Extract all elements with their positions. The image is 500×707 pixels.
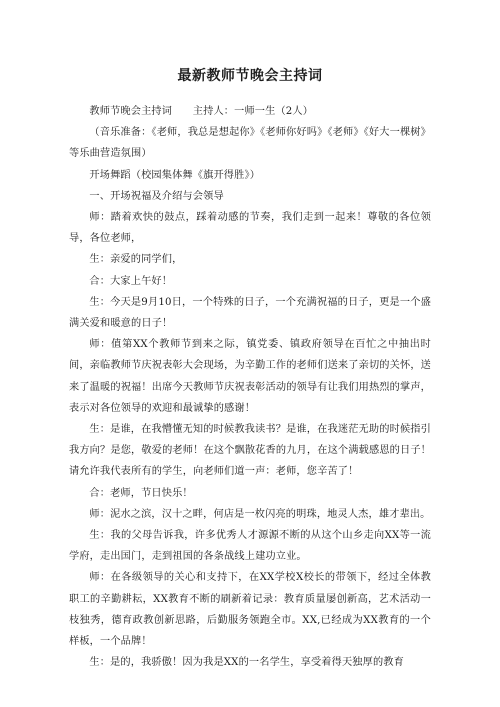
document-body — [69, 101, 431, 673]
dialogue-paragraph: 生：是谁，在我懵懂无知的时候教我读书？是谁，在我迷茫无助的时候指引我方向？是您，敬爱的老师！在这个飘散花香的九月，在这个满载感恩的日子！请允许我代表所有的学生，向老师们道一声：老师，您辛苦了！ — [69, 424, 431, 478]
dialogue-paragraph: 师：泥水之滨，汉十之畔，何店是一枚闪亮的明珠，地灵人杰，雄才辈出。 — [89, 508, 431, 520]
document-title: 最新教师节晚会主持词 — [177, 68, 323, 84]
host-intro-line: 教师节晚会主持词 主持人：一师一生（2人） — [89, 106, 314, 117]
section-heading: 一、开场祝福及介绍与会领导 — [89, 190, 224, 202]
dialogue-paragraph: 生：亲爱的同学们， — [89, 254, 183, 266]
dialogue-paragraph: 生：是的，我骄傲！因为我是XX的一名学生，享受着得天独厚的教育 — [89, 657, 404, 669]
music-prep-paragraph: （音乐准备：《老师，我总是想起你》《老师你好吗》《老师》《好大一棵树》等乐曲营造氛围） — [69, 127, 431, 160]
dialogue-paragraph: 生：我的父母告诉我，许多优秀人才源源不断的从这个山乡走向XX等一流学府，走出国门，走到祖国的各条战线上建功立业。 — [69, 530, 431, 563]
dialogue-paragraph: 师：在各级领导的关心和支持下，在XX学校X校长的带领下，经过全体教职工的辛勤耕耘，XX教育不断的刷新着记录：教育质量屡创新高，艺术活动一枝独秀，德育政教创新思路，后勤服务领跑全市。XX,已经成为XX教育的一个样板，一个品牌！ — [69, 572, 431, 648]
dialogue-paragraph: 师：踏着欢快的鼓点，踩着动感的节奏，我们走到一起来！尊敬的各位领导，各位老师， — [69, 212, 431, 245]
dialogue-paragraph: 师：值第XX个教师节到来之际，镇党委、镇政府领导在百忙之中抽出时间，亲临教师节庆祝表彰大会现场，为辛勤工作的老师们送来了亲切的关怀，送来了温暖的祝福！出席今天教师节庆祝表彰活动的领导有让我们用热烈的掌声，表示对各位领导的欢迎和最诚挚的感谢！ — [69, 339, 431, 414]
dialogue-paragraph: 生：今天是9月10日，一个特殊的日子，一个充满祝福的日子，更是一个盛满关爱和暖意的日子！ — [69, 296, 431, 330]
opening-dance-line: 开场舞蹈（校园集体舞《旗开得胜》） — [89, 169, 261, 181]
dialogue-paragraph: 合：老师，节日快乐！ — [89, 487, 193, 499]
dialogue-paragraph: 合：大家上午好！ — [89, 275, 173, 287]
